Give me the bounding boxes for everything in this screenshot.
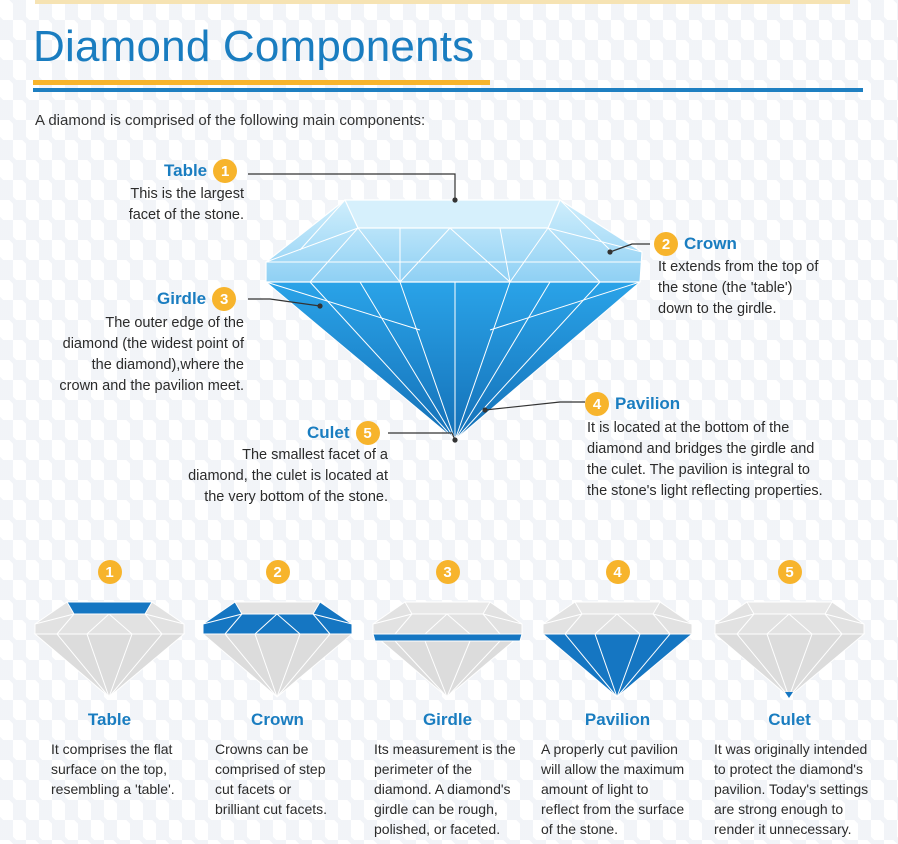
card-culet-text: It was originally intended to protect the diamond's pavilion. Today's settings are strong enough to render it unnecessary. [714,741,869,837]
label-girdle-name: Girdle [157,289,207,308]
card-badge-4: 4 [606,560,630,584]
card-pavilion-diamond [535,594,700,704]
desc-pavilion: It is located at the bottom of the diamond and bridges the girdle and the culet. The pavilion is integral to the stone's light reflecting properties. [587,420,823,499]
desc-table: This is the largest facet of the stone. [128,186,244,223]
card-badge-1: 1 [98,560,122,584]
desc-crown: It extends from the top of the stone (the 'table') down to the girdle. [658,259,819,317]
label-crown [654,232,737,256]
intro-text: A diamond is comprised of the following main components: [35,112,426,129]
label-table-name: Table [164,161,208,180]
label-girdle [157,287,236,311]
card-pavilion-title: Pavilion [584,710,651,729]
desc-girdle: The outer edge of the diamond (the widest point of the diamond),where the crown and the pavilion meet. [59,315,244,394]
label-table [164,159,237,183]
badge-3: 3 [212,287,236,311]
label-pavilion [585,392,680,416]
page-title: Diamond Components [33,22,475,71]
card-crown-diamond [195,594,360,704]
label-culet [307,421,380,445]
badge-4: 4 [585,392,609,416]
card-culet-diamond [707,594,872,704]
card-crown-text: Crowns can be comprised of step cut facets or brilliant cut facets. [215,741,328,817]
card-badge-3: 3 [436,560,460,584]
card-pavilion-text: A properly cut pavilion will allow the maximum amount of light to reflect from the surface of the stone. [541,741,685,837]
card-table-diamond [27,594,192,704]
badge-5: 5 [356,421,380,445]
label-crown-name: Crown [684,234,737,253]
card-badge-5: 5 [778,560,802,584]
label-culet-name: Culet [307,423,350,442]
card-badge-2: 2 [266,560,290,584]
card-table-text: It comprises the flat surface on the top, resembling a 'table'. [51,741,175,797]
card-crown-title: Crown [251,710,304,729]
card-table-title: Table [87,710,132,729]
badge-1: 1 [213,159,237,183]
badge-2: 2 [654,232,678,256]
card-girdle-text: Its measurement is the perimeter of the diamond. A diamond's girdle can be rough, polished, or faceted. [374,741,516,837]
card-culet-title: Culet [768,710,811,729]
desc-culet: The smallest facet of a diamond, the culet is located at the very bottom of the stone. [188,447,388,505]
card-girdle-diamond [365,594,530,704]
card-girdle-title: Girdle [422,710,473,729]
label-pavilion-name: Pavilion [615,394,681,413]
